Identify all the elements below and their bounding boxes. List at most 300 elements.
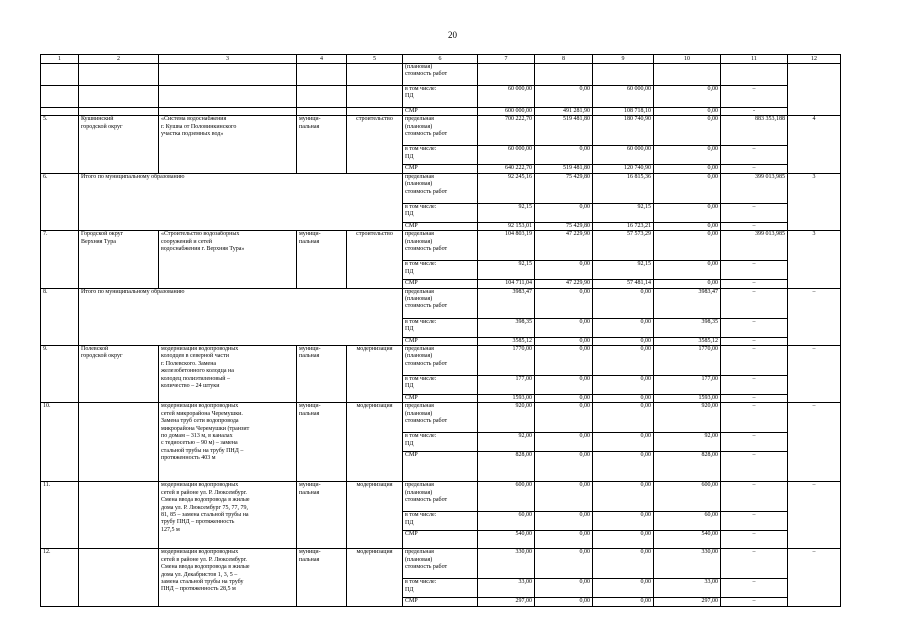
empty-cell [41, 86, 79, 108]
text-line: стоимость работ [405, 418, 448, 425]
value-cell: 0,00 [593, 337, 654, 345]
value-cell: – [721, 261, 788, 280]
text-line: ПД [405, 326, 414, 333]
value-cell: 3 [788, 173, 841, 230]
value-cell: 0,00 [593, 482, 654, 512]
value-cell: 177,00 [478, 376, 535, 395]
text-line: ПД [405, 440, 414, 447]
value-cell: – [721, 280, 788, 288]
value-cell: – [721, 549, 788, 579]
value-cell: 883 353,188 [721, 116, 788, 146]
value-cell: 0,00 [535, 318, 593, 337]
value-cell: 0,00 [535, 482, 593, 512]
value-cell: 0,00 [535, 146, 593, 165]
object-cell [159, 549, 297, 606]
cost-type-label [403, 549, 478, 579]
text-line: (плановая) [405, 410, 433, 417]
cost-type-label [403, 116, 478, 146]
text-line: пальная [299, 238, 320, 245]
text-line: в том числе: [405, 512, 437, 519]
value-cell: 92 153,01 [478, 222, 535, 230]
text-line: СМР [405, 108, 418, 114]
text-line: замена стальной трубы на трубу [161, 579, 244, 586]
value-cell: 1593,00 [654, 395, 721, 403]
text-line: железобетонного колодца на [161, 368, 234, 375]
header-row [41, 55, 841, 64]
text-line: Смена ввода водопровода в жилые [161, 564, 250, 571]
value-cell: 57 481,14 [593, 280, 654, 288]
empty-cell [79, 108, 159, 116]
text-line: модернизация водопроводных [161, 549, 239, 556]
text-line: пальная [299, 353, 320, 360]
cost-type-label [403, 280, 478, 288]
value-cell: 33,00 [654, 579, 721, 598]
text-line: ПД [405, 268, 414, 275]
text-line: модернизация водопроводных [161, 346, 239, 353]
value-cell: 0,00 [593, 403, 654, 433]
value-cell: 60,00 [654, 512, 721, 531]
value-cell: 57 573,29 [593, 231, 654, 261]
value-cell: – [721, 288, 788, 318]
table-row [41, 108, 841, 116]
cost-type-label [403, 261, 478, 280]
cost-type-label [403, 346, 478, 376]
value-cell: 0,00 [593, 452, 654, 482]
object-cell [159, 231, 297, 288]
value-cell: 0,00 [593, 395, 654, 403]
value-cell: 0,00 [654, 116, 721, 146]
text-line: стоимость работ [405, 303, 448, 310]
value-cell: – [721, 376, 788, 395]
table-row [41, 231, 841, 261]
value-cell: 0,00 [535, 512, 593, 531]
ownership-cell [297, 549, 347, 606]
text-line: СМР [405, 395, 418, 402]
value-cell: 519 481,80 [535, 116, 593, 146]
row-number: 12. [41, 549, 79, 606]
value-cell: – [721, 433, 788, 452]
value-cell: 0,00 [593, 531, 654, 549]
text-line: в том числе: [405, 86, 437, 92]
text-line: (плановая) [405, 64, 433, 70]
value-cell: – [721, 579, 788, 598]
value-cell: 540,00 [654, 531, 721, 549]
text-line: количество – 24 штуки [161, 383, 220, 390]
text-line: (плановая) [405, 181, 433, 188]
text-line: муници- [299, 403, 321, 410]
value-cell: 0,00 [654, 261, 721, 280]
empty-cell [79, 403, 159, 482]
text-line: «Система водоснабжения [161, 116, 227, 123]
value-cell: 398,35 [654, 318, 721, 337]
text-line: сетей микрорайона Черемушки. [161, 410, 243, 417]
value-cell: 47 229,90 [535, 231, 593, 261]
cost-type-label [403, 173, 478, 203]
value-cell: – [721, 146, 788, 165]
empty-cell [159, 86, 297, 108]
text-line: в том числе: [405, 203, 437, 210]
value-cell: 0,00 [535, 433, 593, 452]
value-cell: 828,00 [654, 452, 721, 482]
value-cell: – [788, 549, 841, 606]
value-cell: 920,00 [654, 403, 721, 433]
empty-cell [347, 64, 403, 86]
text-line: в том числе: [405, 146, 437, 153]
text-line: стоимость работ [405, 71, 448, 78]
cost-type-label [403, 579, 478, 598]
text-line: 81, 85 – замена стальной трубы на [161, 512, 249, 519]
text-line: предельная [405, 549, 434, 556]
empty-cell [593, 64, 654, 86]
value-cell: 540,00 [478, 531, 535, 549]
text-line: модернизация водопроводных [161, 403, 239, 410]
value-cell: 104 803,19 [478, 231, 535, 261]
empty-cell [297, 64, 347, 86]
text-line: протяженность 403 м [161, 455, 216, 462]
cost-type-label [403, 598, 478, 606]
row-number: 11. [41, 482, 79, 549]
value-cell: 60 000,00 [478, 146, 535, 165]
empty-cell [478, 64, 535, 86]
value-cell: 0,00 [654, 280, 721, 288]
empty-cell [79, 549, 159, 606]
text-line: ПД [405, 211, 414, 218]
value-cell: 92,15 [478, 203, 535, 222]
value-cell: – [788, 346, 841, 403]
text-line: Смена ввода водопровода в жилые [161, 497, 250, 504]
value-cell: – [721, 403, 788, 433]
text-line: Городской округ [81, 231, 124, 238]
text-line: «Строительство водозаборных [161, 231, 240, 238]
cost-type-label [403, 376, 478, 395]
ownership-cell [297, 116, 347, 173]
column-number: 8 [535, 55, 593, 64]
value-cell: 640 222,70 [478, 165, 535, 173]
text-line: (плановая) [405, 556, 433, 563]
work-type-cell: модернизация [347, 403, 403, 482]
value-cell: – [721, 86, 788, 108]
table-row [41, 116, 841, 146]
value-cell: – [721, 482, 788, 512]
text-line: СМР [405, 280, 418, 287]
value-cell: 330,00 [654, 549, 721, 579]
text-line: СМР [405, 165, 418, 172]
text-line: пальная [299, 556, 320, 563]
column-number: 9 [593, 55, 654, 64]
cost-type-label [403, 482, 478, 512]
value-cell: 0,00 [535, 261, 593, 280]
text-line: в том числе: [405, 261, 437, 268]
value-cell: 180 740,90 [593, 116, 654, 146]
table-row [41, 346, 841, 376]
value-cell: 0,00 [654, 86, 721, 108]
value-cell: 0,00 [593, 288, 654, 318]
text-line: предельная [405, 482, 434, 489]
text-line: ПД [405, 383, 414, 390]
value-cell: 0,00 [593, 346, 654, 376]
table-row [41, 86, 841, 108]
column-number: 6 [403, 55, 478, 64]
text-line: СМР [405, 598, 418, 605]
cost-type-label [403, 108, 478, 116]
column-number: 3 [159, 55, 297, 64]
value-cell: 3983,47 [654, 288, 721, 318]
work-type-cell: модернизация [347, 482, 403, 549]
text-line: стоимость работ [405, 497, 448, 504]
text-line: (плановая) [405, 123, 433, 130]
value-cell: – [788, 288, 841, 345]
value-cell: 0,00 [654, 231, 721, 261]
value-cell: 1770,00 [654, 346, 721, 376]
empty-cell [41, 108, 79, 116]
value-cell: 0,00 [535, 376, 593, 395]
object-cell [159, 482, 297, 549]
text-line: сетей в районе ул. Р. Люксембург. [161, 556, 247, 563]
text-line: СМР [405, 337, 418, 344]
text-line: предельная [405, 346, 434, 353]
text-line: сооружений и сетей [161, 238, 212, 245]
cost-type-label [403, 395, 478, 403]
value-cell: 0,00 [654, 203, 721, 222]
text-line: водоснабжения г. Верхняя Тура» [161, 246, 245, 253]
value-cell: 600,00 [478, 482, 535, 512]
row-number: 9. [41, 346, 79, 403]
cost-type-label [403, 288, 478, 318]
value-cell: 60,00 [478, 512, 535, 531]
subtotal-title: Итого по муниципальному образованию [79, 173, 403, 230]
text-line: по домам – 313 м, в каналах [161, 433, 233, 440]
row-number: 7. [41, 231, 79, 288]
text-line: Полевской [81, 346, 109, 353]
value-cell: 0,00 [593, 433, 654, 452]
empty-cell [788, 64, 841, 116]
table-row [41, 482, 841, 512]
value-cell: 0,00 [654, 173, 721, 203]
text-line: в том числе: [405, 318, 437, 325]
work-type-cell: строительство [347, 116, 403, 173]
ownership-cell [297, 403, 347, 482]
empty-cell [535, 64, 593, 86]
value-cell: 0,00 [593, 579, 654, 598]
text-line: (плановая) [405, 353, 433, 360]
value-cell: 16 723,21 [593, 222, 654, 230]
value-cell: 0,00 [535, 346, 593, 376]
table-row [41, 549, 841, 579]
text-line: в том числе: [405, 376, 437, 383]
value-cell: 0,00 [535, 403, 593, 433]
value-cell: 330,00 [478, 549, 535, 579]
ownership-cell [297, 482, 347, 549]
value-cell: 828,00 [478, 452, 535, 482]
object-cell [159, 346, 297, 403]
value-cell: 92,00 [654, 433, 721, 452]
value-cell: 0,00 [535, 395, 593, 403]
empty-cell [297, 86, 347, 108]
value-cell: 399 013,985 [721, 231, 788, 261]
budget-table [40, 54, 841, 607]
row-number: 8. [41, 288, 79, 345]
empty-cell [79, 64, 159, 86]
row-number: 5. [41, 116, 79, 173]
value-cell: 0,00 [654, 165, 721, 173]
empty-cell [159, 108, 297, 116]
text-line: предельная [405, 288, 434, 295]
value-cell: 104 711,04 [478, 280, 535, 288]
value-cell: 297,00 [478, 598, 535, 606]
column-number: 12 [788, 55, 841, 64]
value-cell: – [788, 482, 841, 549]
value-cell: 92,15 [593, 203, 654, 222]
value-cell: – [721, 346, 788, 376]
value-cell: 3983,47 [478, 288, 535, 318]
text-line: (плановая) [405, 489, 433, 496]
value-cell: 0,00 [535, 531, 593, 549]
value-cell: 16 815,36 [593, 173, 654, 203]
value-cell: 1593,00 [478, 395, 535, 403]
table-row [41, 173, 841, 203]
value-cell: 60 000,00 [593, 146, 654, 165]
text-line: колодцев в северной части [161, 353, 229, 360]
text-line: с тедиосетью – 90 м) – замена [161, 440, 238, 447]
text-line: дома ул. Декабристов 1, 3, 5 – [161, 571, 238, 578]
empty-cell [347, 108, 403, 116]
value-cell: – [721, 531, 788, 549]
value-cell: 0,00 [535, 598, 593, 606]
cost-type-label [403, 64, 478, 86]
value-cell: 33,00 [478, 579, 535, 598]
text-line: СМР [405, 222, 418, 229]
cost-type-label [403, 337, 478, 345]
value-cell: 1770,00 [478, 346, 535, 376]
cost-type-label [403, 146, 478, 165]
value-cell: 3585,12 [654, 337, 721, 345]
value-cell: – [721, 337, 788, 345]
value-cell: – [721, 222, 788, 230]
table-row [41, 64, 841, 86]
value-cell: 0,00 [654, 146, 721, 165]
table-row [41, 403, 841, 433]
text-line: муници- [299, 549, 321, 556]
empty-cell [79, 482, 159, 549]
value-cell: – [721, 512, 788, 531]
subtotal-title: Итого по муниципальному образованию [79, 288, 403, 345]
value-cell: – [788, 403, 841, 482]
value-cell: 700 222,70 [478, 116, 535, 146]
text-line: дома ул. Р. Люксембург 75, 77, 79, [161, 504, 248, 511]
text-line: муници- [299, 231, 321, 238]
text-line: стоимость работ [405, 188, 448, 195]
text-line: стальной трубы на трубу ПНД – [161, 447, 244, 454]
text-line: муници- [299, 482, 321, 489]
text-line: трубу ПНД – протяженность [161, 519, 235, 526]
owner-cell [79, 346, 159, 403]
value-cell: 0,00 [593, 318, 654, 337]
owner-cell [79, 116, 159, 173]
row-number: 10. [41, 403, 79, 482]
value-cell: 0,00 [593, 549, 654, 579]
column-number: 5 [347, 55, 403, 64]
value-cell: 0,00 [535, 549, 593, 579]
cost-type-label [403, 403, 478, 433]
text-line: ПНД – протяженность 28,5 м [161, 586, 236, 593]
value-cell: 3585,12 [478, 337, 535, 345]
cost-type-label [403, 203, 478, 222]
text-line: микрорайона Черемушки (транзит [161, 425, 250, 432]
text-line: ПД [405, 93, 414, 100]
value-cell: 0,00 [535, 203, 593, 222]
value-cell: – [721, 203, 788, 222]
ownership-cell [297, 346, 347, 403]
column-number: 10 [654, 55, 721, 64]
text-line: сетей в районе ул. Р. Люксембург. [161, 489, 247, 496]
cost-type-label [403, 86, 478, 108]
text-line: Замена труб сети водопровода [161, 418, 239, 425]
value-cell: – [721, 165, 788, 173]
cost-type-label [403, 318, 478, 337]
value-cell: – [721, 598, 788, 606]
value-cell: 92,00 [478, 433, 535, 452]
value-cell: 0,00 [593, 376, 654, 395]
work-type-cell: модернизация [347, 346, 403, 403]
text-line: модернизация водопроводных [161, 482, 239, 489]
value-cell: 600 000,00 [478, 108, 535, 116]
value-cell: 519 481,80 [535, 165, 593, 173]
text-line: г. Кушва от Половинкинского [161, 123, 237, 130]
work-type-cell: модернизация [347, 549, 403, 606]
value-cell: 398,35 [478, 318, 535, 337]
empty-cell [654, 64, 721, 86]
text-line: ПД [405, 519, 414, 526]
value-cell: 0,00 [593, 598, 654, 606]
text-line: ПД [405, 153, 414, 160]
text-line: городской округ [81, 353, 123, 360]
table-row [41, 288, 841, 318]
value-cell: 0,00 [654, 222, 721, 230]
text-line: городской округ [81, 123, 123, 130]
text-line: пальная [299, 123, 320, 130]
text-line: предельная [405, 116, 434, 123]
text-line: СМР [405, 452, 418, 459]
cost-type-label [403, 512, 478, 531]
cost-type-label [403, 222, 478, 230]
value-cell: 60 000,00 [478, 86, 535, 108]
text-line: предельная [405, 403, 434, 410]
text-line: муници- [299, 116, 321, 123]
value-cell: – [721, 395, 788, 403]
value-cell: 0,00 [654, 108, 721, 116]
value-cell: 0,00 [535, 288, 593, 318]
value-cell: 177,00 [654, 376, 721, 395]
value-cell: 920,00 [478, 403, 535, 433]
text-line: Верхняя Тура [81, 238, 116, 245]
text-line: стоимость работ [405, 246, 448, 253]
text-line: пальная [299, 410, 320, 417]
empty-cell [79, 86, 159, 108]
text-line: ПД [405, 586, 414, 593]
cost-type-label [403, 433, 478, 452]
value-cell: 491 281,90 [535, 108, 593, 116]
column-number: 2 [79, 55, 159, 64]
value-cell: 108 718,10 [593, 108, 654, 116]
text-line: в том числе: [405, 433, 437, 440]
empty-cell [347, 86, 403, 108]
value-cell: 399 013,985 [721, 173, 788, 203]
cost-type-label [403, 452, 478, 482]
text-line: предельная [405, 231, 434, 238]
value-cell: 0,00 [593, 512, 654, 531]
text-line: Кушвинский [81, 116, 114, 123]
value-cell: 0,00 [535, 86, 593, 108]
